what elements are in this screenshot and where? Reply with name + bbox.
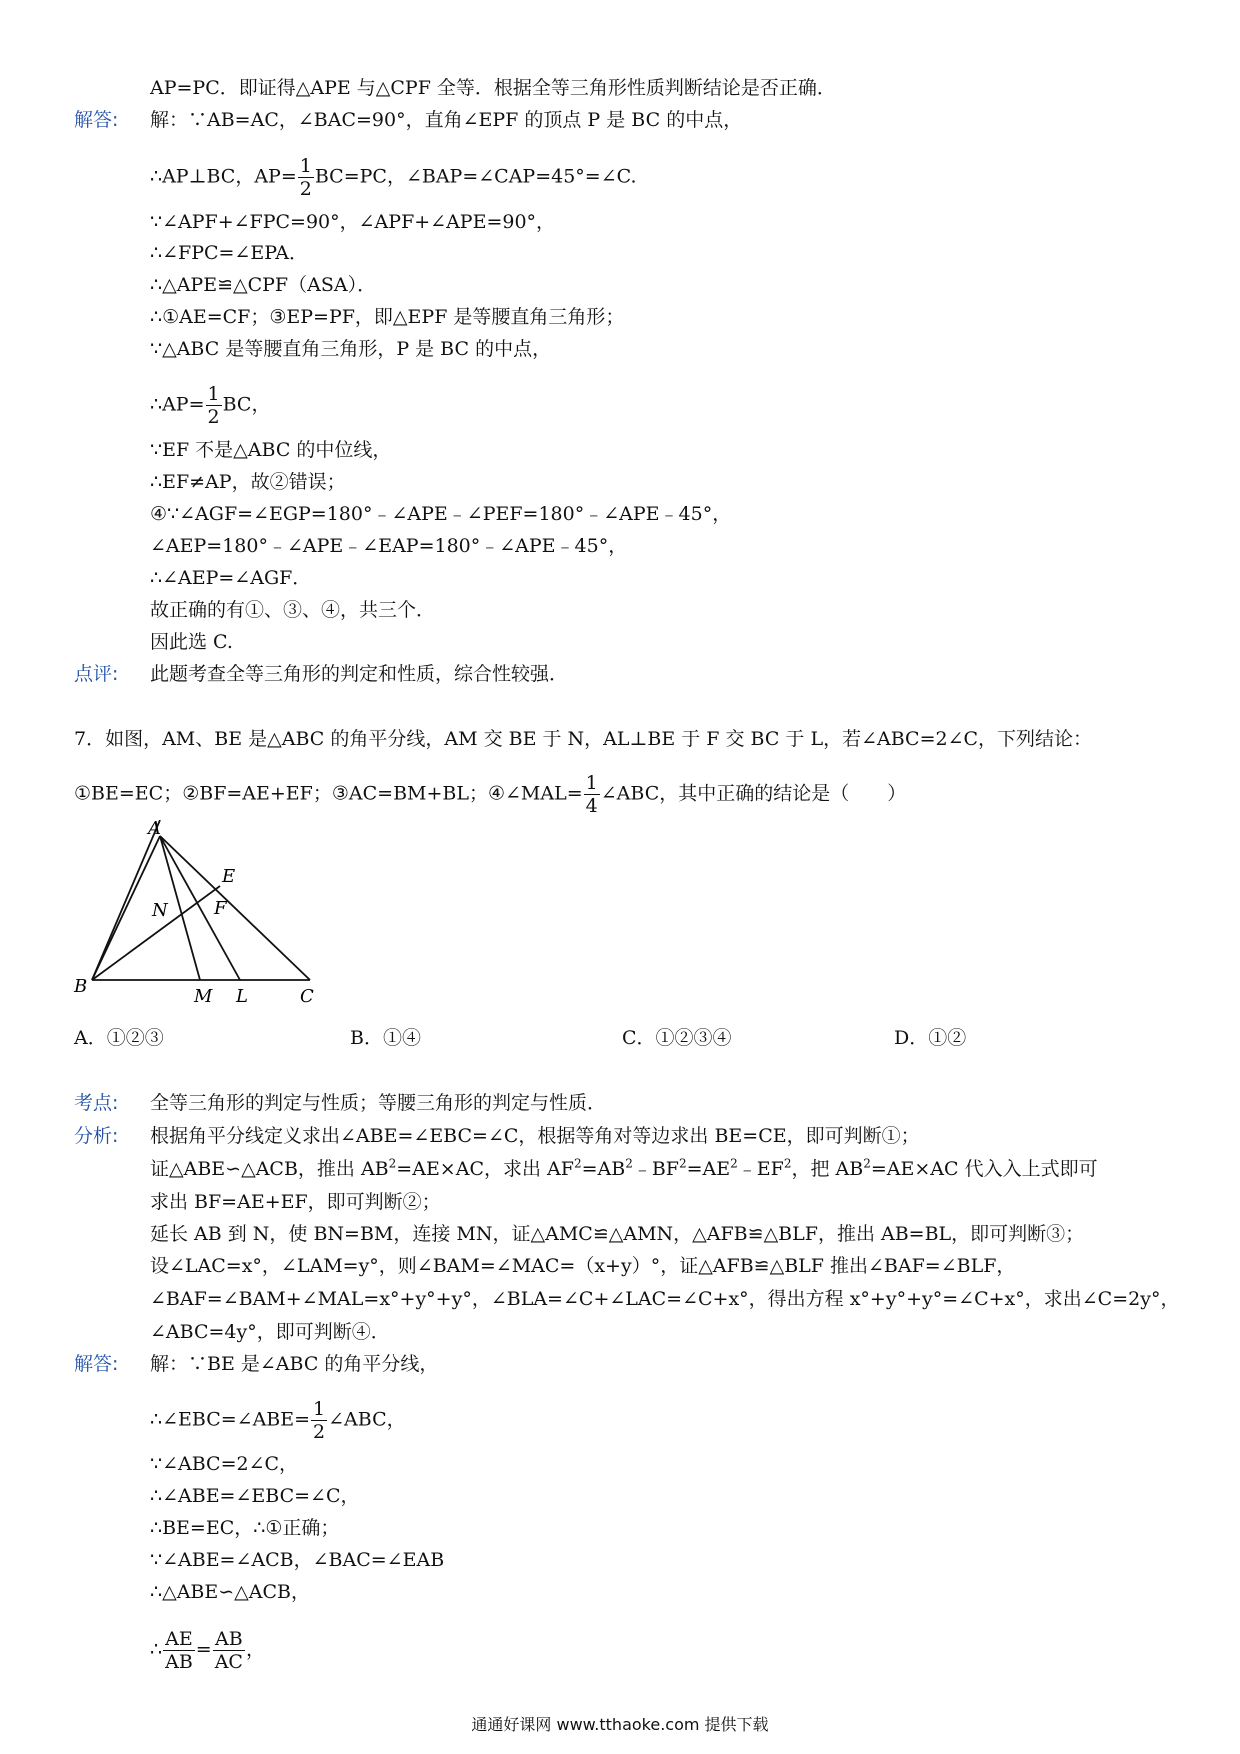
answer-line: 解：∵AB=AC，∠BAC=90°，直角∠EPF 的顶点 P 是 BC 的中点，: [150, 109, 743, 131]
question-stem: 7．如图，AM、BE 是△ABC 的角平分线，AM 交 BE 于 N，AL⊥BE 于 F 交 BC 于 L，若∠ABC=2∠C，下列结论：: [74, 728, 1093, 750]
question-stem: ①BE=EC；②BF=AE+EF；③AC=BM+BL；④∠MAL= $\frac{1}{4}$ ∠ABC，其中正确的结论是（ ）: [74, 772, 907, 817]
page-footer: 通通好课网 www.tthaoke.com 提供下载: [471, 1715, 769, 1734]
solution-line: ∴∠ABE=∠EBC=∠C，: [150, 1485, 360, 1507]
answer-line: ∴AP⊥BC，AP= $\frac{1}{2}$ BC=PC，∠BAP=∠CAP=45°=∠C.: [150, 155, 637, 200]
fraction: $\frac{1}{2}$: [299, 155, 312, 200]
label-L: L: [236, 986, 248, 1007]
answer-line: ∵∠APF+∠FPC=90°，∠APF+∠APE=90°，: [150, 211, 556, 233]
answer-line: ∠AEP=180°﹣∠APE﹣∠EAP=180°﹣∠APE﹣45°，: [150, 535, 628, 557]
solution-line: ∴∠EBC=∠ABE= $\frac{1}{2}$ ∠ABC，: [150, 1398, 406, 1443]
comment-text: 此题考查全等三角形的判定和性质，综合性较强．: [150, 663, 569, 685]
solution-line: ∵∠ABC=2∠C，: [150, 1453, 299, 1475]
option-c[interactable]: C．①②③④: [622, 1027, 732, 1049]
option-a[interactable]: A．①②③: [74, 1027, 164, 1049]
answer-line: 因此选 C.: [150, 631, 233, 653]
fraction: $\frac{1}{2}$: [207, 383, 220, 428]
solution-line: ∴△ABE∽△ACB，: [150, 1581, 311, 1603]
label-A: A: [148, 820, 161, 839]
answer-label: 解答:: [74, 1353, 119, 1375]
label-B: B: [74, 976, 88, 997]
analysis-continuation: AP=PC．即证得△APE 与△CPF 全等．根据全等三角形性质判断结论是否正确．: [150, 77, 836, 99]
analysis-label: 分析:: [74, 1125, 119, 1147]
analysis-line: 求出 BF=AE+EF，即可判断②；: [150, 1191, 441, 1213]
analysis-line: 根据角平分线定义求出∠ABE=∠EBC=∠C，根据等角对等边求出 BE=CE，即可判断①；: [150, 1125, 920, 1147]
answer-line: ∵EF 不是△ABC 的中位线，: [150, 439, 392, 461]
answer-line: ∴①AE=CF；③EP=PF，即△EPF 是等腰直角三角形；: [150, 306, 625, 328]
label-C: C: [300, 986, 314, 1007]
solution-line: ∴BE=EC，∴①正确；: [150, 1517, 340, 1539]
answer-line: ④∵∠AGF=∠EGP=180°﹣∠APE﹣∠PEF=180°﹣∠APE﹣45°，: [150, 503, 732, 525]
answer-label: 解答:: [74, 109, 119, 131]
solution-line: ∵∠ABE=∠ACB，∠BAC=∠EAB: [150, 1549, 445, 1571]
analysis-line: 设∠LAC=x°，∠LAM=y°，则∠BAM=∠MAC=（x+y）°，证△AFB≌△BLF 推出∠BAF=∠BLF，: [150, 1255, 1016, 1277]
answer-line: ∴EF≠AP，故②错误；: [150, 471, 346, 493]
analysis-line: ∠BAF=∠BAM+∠MAL=x°+y°+y°，∠BLA=∠C+∠LAC=∠C+x°，得出方程 x°+y°+y°=∠C+x°，求出∠C=2y°，: [150, 1288, 1180, 1310]
answer-line: ∴AP= $\frac{1}{2}$ BC，: [150, 383, 271, 428]
option-b[interactable]: B．①④: [350, 1027, 421, 1049]
fraction: $\frac{1}{2}$: [313, 1398, 326, 1443]
answer-line: ∴∠AEP=∠AGF．: [150, 567, 312, 589]
analysis-line: 证△ABE∽△ACB，推出 $AB^2=AE\times AC$，求出 $AF^2=AB^2﹣BF^2=AE^2﹣EF^2$，把 $AB^2=AE\times AC$ 代入入上式即可: [150, 1156, 1098, 1180]
knowledge-point-label: 考点:: [74, 1092, 119, 1114]
fraction: $\frac{1}{4}$: [585, 772, 598, 817]
answer-line: ∴△APE≌△CPF（ASA）．: [150, 274, 377, 296]
label-M: M: [194, 986, 213, 1007]
label-F: F: [214, 898, 227, 919]
knowledge-point: 全等三角形的判定与性质；等腰三角形的判定与性质．: [150, 1092, 607, 1114]
fraction: $\frac{AB}{AC}$: [214, 1628, 243, 1673]
answer-line: ∵△ABC 是等腰直角三角形，P 是 BC 的中点，: [150, 338, 552, 360]
solution-line: 解：∵BE 是∠ABC 的角平分线，: [150, 1353, 439, 1375]
label-N: N: [152, 900, 168, 921]
fraction: $\frac{AE}{AB}$: [165, 1628, 193, 1673]
triangle-figure: [70, 820, 330, 1010]
analysis-line: ∠ABC=4y°，即可判断④．: [150, 1321, 390, 1343]
analysis-line: 延长 AB 到 N，使 BN=BM，连接 MN，证△AMC≌△AMN，△AFB≌△BLF，推出 AB=BL，即可判断③；: [150, 1223, 1085, 1245]
answer-line: ∴∠FPC=∠EPA．: [150, 242, 308, 264]
comment-label: 点评:: [74, 663, 119, 685]
answer-line: 故正确的有①、③、④，共三个．: [150, 599, 436, 621]
solution-line: ∴ $\frac{AE}{AB}$ = $\frac{AB}{AC}$ ，: [150, 1628, 265, 1673]
option-d[interactable]: D．①②: [894, 1027, 967, 1049]
label-E: E: [222, 866, 236, 887]
